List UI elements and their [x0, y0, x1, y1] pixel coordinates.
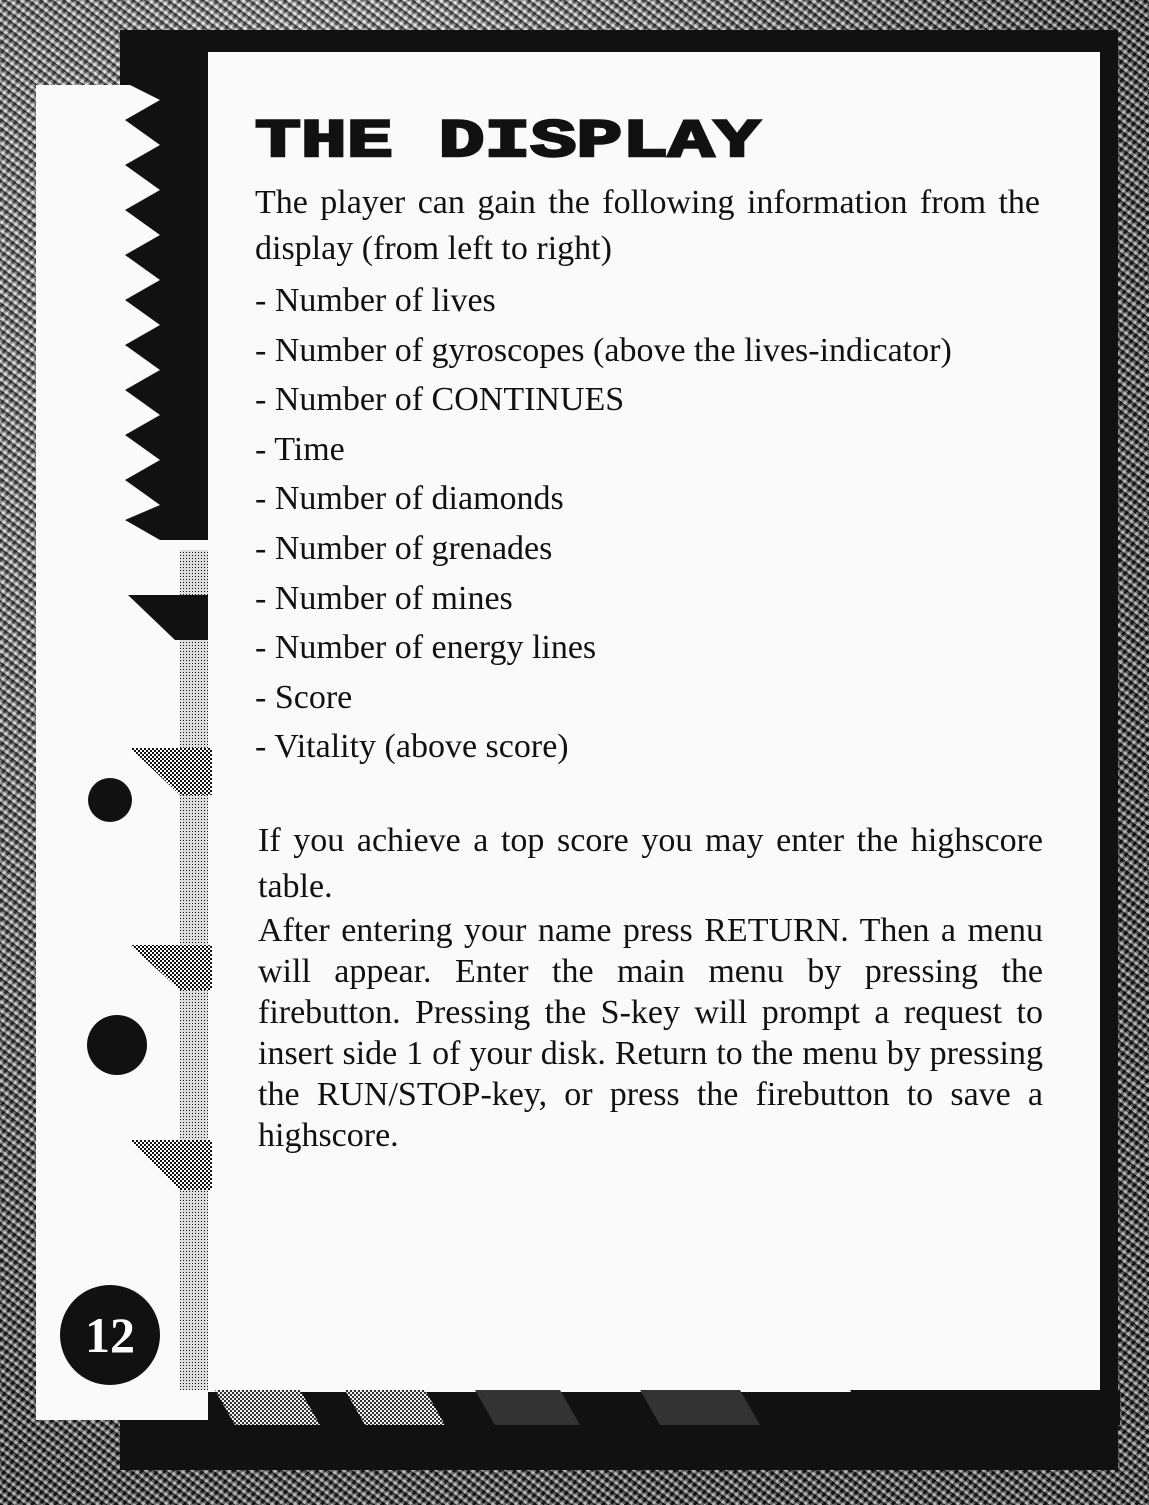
page-title	[255, 112, 775, 169]
display-info-list	[255, 276, 952, 772]
list-item: - Number of diamonds	[255, 480, 564, 518]
list-item: - Number of energy lines	[255, 629, 597, 667]
page-number-badge	[60, 1285, 160, 1385]
instructions-paragraph: After entering your name press RETURN. Then a menu will appear. Enter the main menu by pressing the firebutton. Pressing the S-key will prompt a request to insert side 1 of your disk. Return to the menu by pressing the RUN/STOP-key, or press the firebutton to save a highscore.	[258, 912, 1043, 1154]
page-title-text: THE DISPLAY	[255, 112, 761, 164]
list-item: - Number of CONTINUES	[255, 381, 625, 419]
left-margin-strip	[36, 85, 208, 1420]
page-number: 12	[85, 1307, 135, 1363]
bottom-stripes-decoration	[200, 1380, 1120, 1440]
list-item: - Vitality (above score)	[255, 728, 569, 766]
list-item: - Number of lives	[255, 282, 496, 319]
list-item: - Time	[255, 430, 345, 468]
list-item: - Score	[255, 678, 353, 716]
list-item: - Number of mines	[255, 579, 513, 617]
list-item: - Number of grenades	[255, 529, 553, 567]
highscore-paragraph: If you achieve a top score you may enter the highscore table.	[258, 822, 1043, 905]
intro-paragraph: The player can gain the following information from the display (from left to right)	[255, 184, 1040, 267]
list-item: - Number of gyroscopes (above the lives-indicator)	[255, 331, 952, 369]
